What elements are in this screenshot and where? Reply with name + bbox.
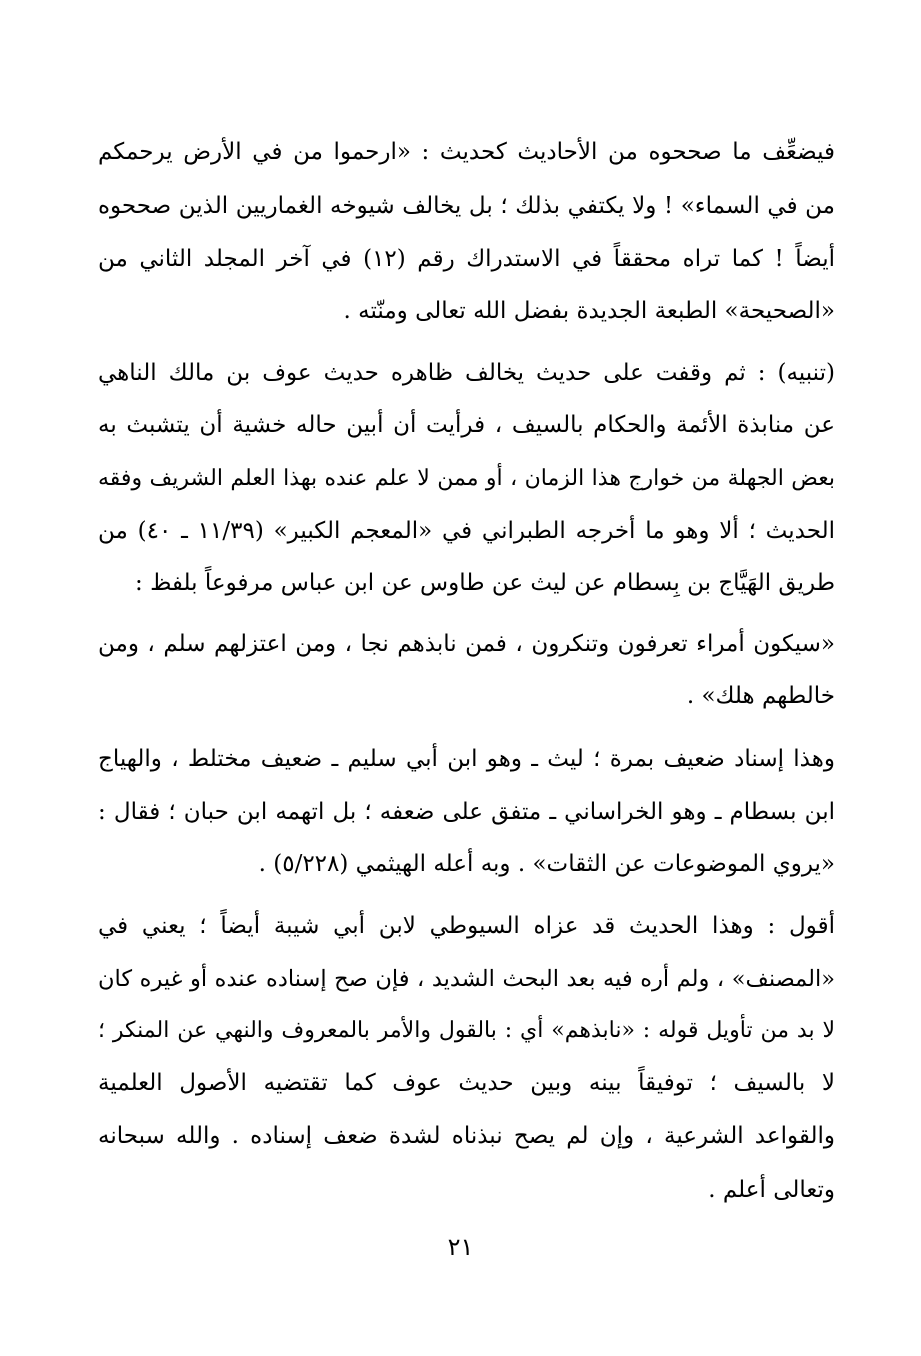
paragraph-5-line-2: «المصنف» ، ولم أره فيه بعد البحث الشديد ، فإن صح إسناده عنده أو غيره كان: [98, 966, 835, 992]
paragraph-1-line-2: من في السماء» ! ولا يكتفي بذلك ؛ بل يخالف شيوخه الغماريين الذين صححوه: [98, 193, 835, 219]
paragraph-5-line-4: لا بالسيف ؛ توفيقاً بينه وبين حديث عوف كما تقتضيه الأصول العلمية: [98, 1070, 835, 1096]
paragraph-2-line-2: عن منابذة الأئمة والحكام بالسيف ، فرأيت أن أبين حاله خشية أن يتشبث به: [98, 412, 835, 438]
paragraph-2-line-5: طريق الهَيَّاج بن بِسطام عن ليث عن طاوس عن ابن عباس مرفوعاً بلفظ :: [135, 570, 835, 596]
paragraph-4-line-3: «يروي الموضوعات عن الثقات» . وبه أعله الهيثمي (٥/٢٢٨) .: [258, 851, 835, 877]
paragraph-5-line-5: والقواعد الشرعية ، وإن لم يصح نبذناه لشدة ضعف إسناده . والله سبحانه: [98, 1123, 835, 1149]
paragraph-5-line-6: وتعالى أعلم .: [708, 1177, 835, 1203]
quote-line-1: «سيكون أمراء تعرفون وتنكرون ، فمن نابذهم نجا ، ومن اعتزلهم سلم ، ومن: [98, 631, 835, 657]
paragraph-5-line-3: لا بد من تأويل قوله : «نابذهم» أي : بالقول والأمر بالمعروف والنهي عن المنكر ؛: [98, 1018, 835, 1043]
page-number: ٢١: [447, 1233, 474, 1261]
paragraph-2-line-4: الحديث ؛ ألا وهو ما أخرجه الطبراني في «المعجم الكبير» (١١/٣٩ ـ ٤٠) من: [98, 518, 835, 544]
paragraph-4-line-1: وهذا إسناد ضعيف بمرة ؛ ليث ـ وهو ابن أبي سليم ـ ضعيف مختلط ، والهياج: [98, 746, 835, 772]
paragraph-1-line-4: «الصحيحة» الطبعة الجديدة بفضل الله تعالى ومنّته .: [343, 298, 835, 324]
paragraph-2-line-3: بعض الجهلة من خوارج هذا الزمان ، أو ممن لا علم عنده بهذا العلم الشريف وفقه: [98, 466, 835, 491]
paragraph-5-line-1: أقول : وهذا الحديث قد عزاه السيوطي لابن أبي شيبة أيضاً ؛ يعني في: [98, 913, 835, 939]
paragraph-1-line-1: فيضعِّف ما صححوه من الأحاديث كحديث : «ارحموا من في الأرض يرحمكم: [98, 139, 835, 165]
paragraph-2-line-1: (تنبيه) : ثم وقفت على حديث يخالف ظاهره حديث عوف بن مالك الناهي: [98, 360, 835, 386]
paragraph-4-line-2: ابن بسطام ـ وهو الخراساني ـ متفق على ضعفه ؛ بل اتهمه ابن حبان ؛ فقال :: [98, 799, 835, 825]
quote-line-2: خالطهم هلك» .: [686, 683, 835, 709]
paragraph-1-line-3: أيضاً ! كما تراه محققاً في الاستدراك رقم (١٢) في آخر المجلد الثاني من: [98, 246, 836, 272]
